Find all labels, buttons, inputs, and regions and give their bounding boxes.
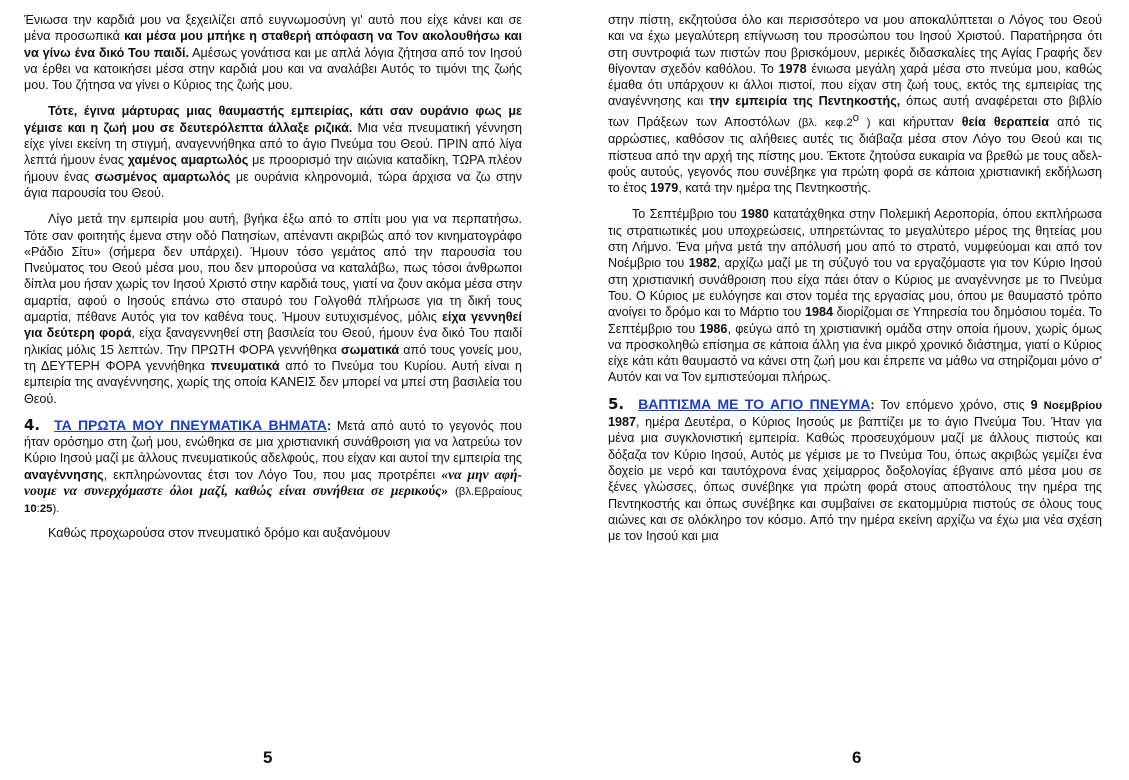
paragraph: Το Σεπτέμβριο του 1980 κατατάχθηκα στην Πολεμική Αεροπορία, όπου εκπλήρωσα τις στρατιωτικές μου υποχρεώσεις, υπηρετώντας το μεγαλύτερο μέρος της θητείας μου στη Λήμνο. Ένα μήνα μετά την απόλυσή μου από το στρατό, νυμφεύομαι και από τον Νοέμβριο του 1982, αρχίζω μαζί με τη σύζυγό του να εργαζόμαστε για τον Κύριο Ιησού στη χριστιανική συνάθροιση που είχα πάει όταν ο Κύριος με αναγέννησε με το Πνεύμα Του. Ο Κύριος με ευλόγησε και στον τομέα της εργασίας μου, όπου με θαυμαστό τρόπο ανοίγει το δρόμο και το Μάρτιο του 1984 διορίζομαι σε Υπηρεσία του δημόσιου τομέα. Το Σεπτέμβριο του 1986, φεύγω από τη χριστιανική ομάδα στην οποία ήμουν, χωρίς όμως να προσκοληθώ επίσημα σε κάποια άλλη για ένα μικρό χρονικό διάστημα, γιατί ο Κύριος είχε κάτι κάτι θαυμαστό να κάνει στη ζωή μου και έπρεπε να μάθω να στηρίζομαι μόνο σ' Αυτόν και να Τον εμπιστεύομαι πλήρως. <box>608 207 1102 385</box>
paragraph: στην πίστη, εκζητούσα όλο και περισσότερο να μου αποκαλύπτεται ο Λόγος του Θεού και να έχω μεγαλύτερη επίγνωση του προσώπου του Ιησού Χριστού. Παρατήρησα ότι στη συντροφιά των πιστών που βρισκόμουν, μερικές διδασκαλίες της Αγίας Γραφής δεν θίγονταν σχεδόν καθόλου. Το 1978 ένιωσα μεγάλη χαρά μέσα στο πνεύμα μου, καθώς έμαθα ότι υπάρχουν κι άλλοι πιστοί, που είχαν στη ζωή τους, εκτός της εμπειρίας της αναγέννησης και την εμπειρία της Πεντηκοστής, όπως αυτή αναφέρεται στο βιβλίο των Πράξεων των Αποστόλων (βλ. $\kappa\varepsilon\varphi.2^o$ ) και κήρυτταν θεία θεραπεία από τις αρρώστιες, καθόσον τις αλήθειες αυτές τις διάβαζα μέσα στον Λόγο του Θεού και τις πίστευα από την αρχή της πίστης μου. Έκτοτε ζητούσα ευκαιρία να βρεθώ με τους αδελφούς αυτούς, γεγονός που συνέβηκε για πρώτη φορά σε κάποια χριστιανική εκδήλωση το έτος 1979, κατά την ημέρα της Πεντηκοστής. <box>608 13 1103 196</box>
paragraph: Τότε, έγινα μάρτυρας μιας θαυμαστής εμπειρίας, κάτι σαν ουράνιο φως με γέμισε και η ζωή μου σε δευτερόλεπτα άλλαξε ριζικά. Μια νέα πνευματική γέννηση είχε γίνει εκείνη τη στιγμή, αναγεννήθηκα από το άγιο Πνεύμα του Θεού. ΠΡΙΝ από λίγα λεπτά ήμουν ένας χαμένος αμαρτωλός με προορισμό την αιώνια καταδίκη, ΤΩΡΑ πλέον ήμουν ένας σωσμένος αμαρτωλός με ουράνια κληρονομιά, τώρα άρχισα να ζω στην άγια παρουσία του Θεού. <box>24 104 522 200</box>
page-number: 6 <box>852 748 862 767</box>
section-4: 4. ΤΑ ΠΡΩΤΑ ΜΟΥ ΠΝΕΥΜΑΤΙΚΑ ΒΗΜΑΤΑ: Μετά από αυτό το γεγονός που ήταν ορόσημο στη ζωή μου, ενώθηκα σε μια χριστιανική συνάθροιση για να λατρεύω τον Κύριο Ιησού μαζί με άλλους πνευματικούς αδελφούς, που είχαν και αυτοί την εμπειρία της αναγέννησης, εκπληρώνοντας έτσι τον Λόγο Του, που μας προτρέπει «να μην αφήνουμε να συνερχόμαστε όλοι μαζί, καθώς είναι συνήθεια σε μερικούς» (βλ.Εβραίους 10:25). <box>24 415 522 516</box>
section-title: ΒΑΠΤΙΣΜΑ ΜΕ ΤΟ ΑΓΙΟ ΠΝΕΥΜΑ <box>638 395 871 412</box>
page-number: 5 <box>263 748 273 767</box>
left-page <box>24 12 522 541</box>
section-5: 5. ΒΑΠΤΙΣΜΑ ΜΕ ΤΟ ΑΓΙΟ ΠΝΕΥΜΑ: Τον επόμενο χρόνο, στις 9 Νοεμβρίου 1987, ημέρα Δευτέρα, ο Κύριος Ιησούς με βαπτίζει με το άγιο Πνεύμα Του. Ήταν για μένα μια συγκλονιστική εμπειρία. Καθώς προσευχόμουν μαζί με άλλους πιστούς και δόξαζα τον Κύριο Ιησού, Αυτός με γέμισε με το Πνεύμα Του, όπως ακριβώς γεμίζει ένα δοχείο με νερό και ταυτόχρονα ένας χείμαρρος δοξολογίας έβγαινε από μέσα μου σε ξένες γλώσσες, όπως συνέβηκε για πρώτη φορά στους αποστόλους την ημέρα της Πεντηκοστής και όπως συνέβηκε και συμβαίνει σε εκατομμύρια πιστούς σε όλους τους αιώνες και σε ολόκληρο τον κόσμο. Από την ημέρα εκείνη αρχίζω να έχω μια νέα σχέση με τον Ιησού και μια <box>608 394 1102 544</box>
paragraph: Καθώς προχωρούσα στον πνευματικό δρόμο και αυξανόμουν <box>48 525 391 540</box>
section-number: 4. <box>24 415 41 434</box>
section-title: ΤΑ ΠΡΩΤΑ ΜΟΥ ΠΝΕΥΜΑΤΙΚΑ ΒΗΜΑΤΑ <box>54 416 327 433</box>
section-number: 5. <box>608 394 625 413</box>
scripture-quote: «να μην αφήνουμε να συνερχόμαστε όλοι μαζί, καθώς είναι συνήθεια σε μερικούς» <box>24 466 522 499</box>
right-page <box>608 12 1102 544</box>
paragraph: Ένιωσα την καρδιά μου να ξεχειλίζει από ευγνωμοσύνη γι' αυτό που είχε κάνει και σε μένα προσωπικά και μέσα μου μπήκε η σταθερή απόφαση να Τον ακολουθήσω και να γίνω ένα δικό Του παιδί. Αμέσως γονάτισα και με απλά λόγια ζήτησα από τον Ιησού να έρθει να κατοικήσει μέσα στην καρδιά μου και να αναλάβει Αυτός το τιμόνι της ζωής μου. Του ζήτησα να γίνει ο Κύριος της ζωής μου. <box>24 13 523 93</box>
paragraph: Λίγο μετά την εμπειρία μου αυτή, βγήκα έξω από το σπίτι μου για να περπατήσω. Τότε σαν φοιτητής έμενα στην οδό Πατησίων, απέναντι ακριβώς από τον κινηματογράφο «Ράδιο Σίτυ» (σήμερα δεν υπάρχει). Ήμουν τόσο γεμάτος από την παρουσία του Πνεύματος του Θεού μέσα μου, που δεν μπορούσα να καταλάβω, πως τόσοι άνθρωποι δίπλα μου ήσαν χωρίς τον Ιησού Χριστό στην καρδιά τους, γιατί να ζουν ακόμα μέσα στην αμαρτία, αφού ο Ιησούς επάνω στο σταυρό του Γολγοθά πλήρωσε για τη δική τους αμαρτία, πέθανε Αυτός για τον καθένα τους. Ήμουν ευτυχισμένος, μόλις είχα γεννηθεί για δεύτερη φορά, είχα ξαναγεννηθεί στη βασιλεία του Θεού, ήμουν ένα δικό Του παιδί ηλικίας μόλις 15 λεπτών. Την ΠΡΩΤΗ ΦΟΡΑ γεννήθηκα σωματικά από τους γονείς μου, τη ΔΕΥΤΕΡΗ ΦΟΡΑ γεννήθηκα πνευματικά από το Πνεύμα του Κυρίου. Αυτή είναι η εμπειρία της αναγέννησης, χωρίς της οποία ΚΑΝΕΙΣ δεν μπορεί να μπεί στη βασιλεία του Θεού. <box>24 212 522 406</box>
